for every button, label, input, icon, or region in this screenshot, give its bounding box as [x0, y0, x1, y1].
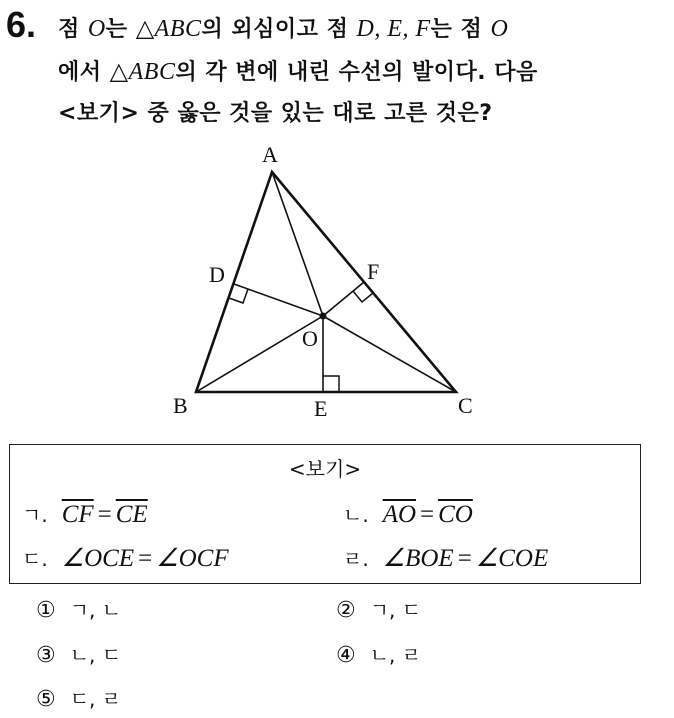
- choice-number: ③: [36, 643, 56, 668]
- bogi-item-3: [22, 543, 229, 573]
- choice-1[interactable]: [36, 594, 121, 623]
- q1-text-b: 는: [105, 17, 136, 42]
- choice-number: ①: [36, 598, 56, 623]
- q1-point-o: O: [87, 16, 106, 42]
- bogi-item-mark: ㄷ.: [22, 547, 48, 571]
- bogi-item-mark: ㄱ.: [22, 503, 48, 527]
- right-angle-mark-f: [353, 291, 373, 302]
- bogi-item-mark: ㄹ.: [343, 547, 369, 571]
- bogi-item-op: =: [457, 545, 472, 572]
- q2-triangle-name: ABC: [128, 59, 176, 85]
- choice-4[interactable]: [336, 639, 421, 668]
- label-a: A: [262, 142, 278, 167]
- bogi-item-rhs: $\overline{CO}$: [438, 501, 473, 528]
- q1-text-d: 는 점: [430, 17, 491, 42]
- bogi-item-lhs: $\overline{AO}$: [382, 501, 417, 528]
- bogi-title: <보기>: [288, 457, 362, 481]
- q2-text-b: 의 각 변에 내린 수선의 발이다. 다음: [175, 60, 538, 85]
- choice-number: ⑤: [36, 687, 56, 712]
- bogi-item-op: =: [138, 545, 153, 572]
- segment-of: [323, 282, 364, 316]
- label-c: C: [458, 393, 473, 418]
- choice-number: ②: [336, 598, 356, 623]
- choice-text: ㄱ, ㄴ: [69, 598, 122, 622]
- question-line-3: <보기> 중 옳은 것을 있는 대로 고른 것은?: [58, 101, 493, 126]
- choice-3[interactable]: [36, 639, 121, 668]
- bogi-item-1: [22, 499, 148, 529]
- bogi-item-lhs: ∠OCE: [61, 545, 135, 572]
- choice-number: ④: [336, 643, 356, 668]
- choice-text: ㄱ, ㄷ: [369, 598, 422, 622]
- q1-point-o2: O: [490, 16, 509, 42]
- q1-triangle-name: ABC: [154, 16, 202, 42]
- q1-text-a: 점: [58, 17, 88, 42]
- bogi-item-rhs: ∠OCF: [156, 545, 229, 572]
- bogi-item-op: =: [97, 501, 112, 528]
- bogi-item-rhs: $\overline{CE}$: [115, 501, 148, 528]
- segment-oa: [272, 172, 323, 316]
- bogi-box: [9, 444, 641, 584]
- segment-oc: [323, 316, 456, 392]
- bogi-item-rhs: ∠COE: [475, 545, 549, 572]
- question-number: 6.: [6, 4, 37, 45]
- point-o-dot: [320, 313, 327, 320]
- bogi-item-lhs: ∠BOE: [382, 545, 454, 572]
- q2-text-a: 에서: [58, 60, 110, 85]
- choice-2[interactable]: [336, 594, 421, 623]
- label-f: F: [367, 259, 380, 284]
- choice-text: ㄷ, ㄹ: [69, 687, 122, 711]
- q2-triangle-symbol: △: [109, 59, 129, 85]
- bogi-item-op: =: [420, 501, 435, 528]
- choice-text: ㄴ, ㄷ: [69, 643, 122, 667]
- q1-points-def: D, E, F: [356, 16, 431, 42]
- bogi-item-2: [343, 499, 473, 529]
- q1-text-c: 의 외심이고 점: [201, 17, 357, 42]
- bogi-item-lhs: $\overline{CF}$: [61, 501, 94, 528]
- label-b: B: [173, 393, 188, 418]
- label-d: D: [209, 262, 225, 287]
- right-angle-mark-e: [323, 376, 339, 392]
- triangle-abc: [196, 172, 456, 392]
- label-e: E: [314, 396, 328, 421]
- bogi-item-4: [343, 543, 548, 573]
- label-o: O: [302, 326, 318, 351]
- q1-triangle-symbol: △: [135, 16, 155, 42]
- bogi-item-mark: ㄴ.: [343, 503, 369, 527]
- choice-5[interactable]: [36, 683, 121, 712]
- choice-text: ㄴ, ㄹ: [369, 643, 422, 667]
